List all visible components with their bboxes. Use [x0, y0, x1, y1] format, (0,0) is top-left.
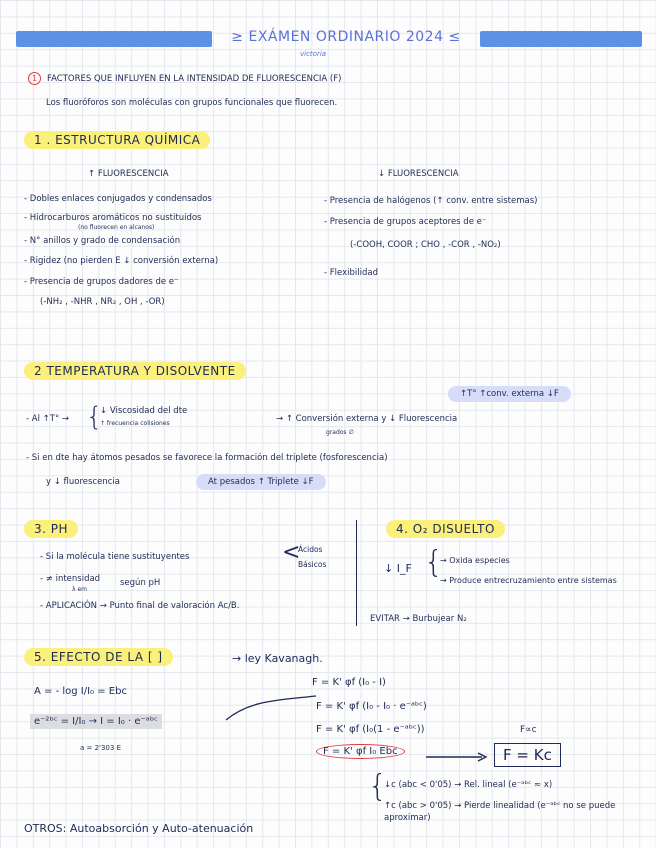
- s1-left-item-4: - Rigidez (no pierden E ↓ conversión externa): [24, 256, 219, 266]
- s1-right-item-1: - Presencia de halógenos (↑ conv. entre sistemas): [324, 196, 538, 206]
- s3-branch-mark: <: [282, 540, 301, 565]
- s1-left-item-5: - Presencia de grupos dadores de e⁻: [24, 277, 179, 287]
- section2-badge: ↑T° ↑conv. externa ↓F: [448, 386, 571, 402]
- section5-title: 5. EFECTO DE LA [ ]: [24, 648, 173, 666]
- section1-title: 1 . ESTRUCTURA QUÍMICA: [24, 131, 210, 149]
- s4-branch-2: → Produce entrecruzamiento entre sistemas: [440, 576, 617, 585]
- page-title: ≥ EXÁMEN ORDINARIO 2024 ≤: [231, 29, 461, 45]
- s2-line2: - Si en dte hay átomos pesados se favorece la formación del triplete (fosforescencia): [26, 453, 388, 463]
- s1-right-item-3: (-COOH, COOR ; CHO , -COR , -NO₂): [350, 240, 501, 250]
- s5-brace: {: [368, 769, 388, 804]
- s5-left-eq-3: a = 2'303 E: [80, 744, 121, 752]
- section4-title: 4. O₂ DISUELTO: [386, 520, 505, 538]
- s1-left-item-3: - N° anillos y grado de condensación: [24, 236, 181, 246]
- s4-brace: {: [424, 545, 444, 580]
- s5-proportional: F∝c: [520, 725, 537, 735]
- header-bar-left: [16, 31, 212, 47]
- s5-note-2: ↑c (abc > 0'05) → Pierde linealidad (e⁻ᵃᵇᶜ no se puede aproximar): [384, 801, 616, 823]
- s2-line1-b: ↓ Viscosidad del dte: [100, 406, 188, 416]
- page-subtitle: victoria: [300, 50, 327, 58]
- s4-branch-1: → Oxida especies: [440, 556, 510, 565]
- s2-line1-e: grados ∅: [326, 429, 354, 436]
- section2-badge2: At pesados ↑ Triplete ↓F: [196, 474, 326, 490]
- connector-curve: [220, 690, 320, 730]
- footer-text: OTROS: Autoabsorción y Auto-atenuación: [24, 822, 254, 835]
- s3-item-3: - APLICACIÓN → Punto final de valoración Ac/B.: [40, 601, 240, 611]
- intro-heading: FACTORES QUE INFLUYEN EN LA INTENSIDAD DE FLUORESCENCIA (F): [47, 74, 342, 84]
- s1-left-item-1: - Dobles enlaces conjugados y condensados: [24, 194, 212, 204]
- s5-left-eq-1: A = - log I/I₀ = Ebc: [34, 686, 127, 697]
- s2-line1-d: → ↑ Conversión externa y ↓ Fluorescencia: [276, 414, 458, 424]
- s1-left-item-2: - Hidrocarburos aromáticos no sustituidos: [24, 213, 202, 223]
- result-arrow: [424, 752, 488, 762]
- s3-item-2: - ≠ intensidad: [40, 574, 101, 584]
- s3-subitem-a: λ em: [72, 586, 87, 593]
- s3-subitem-b: según pH: [120, 578, 161, 588]
- s3-branch-2: Básicos: [298, 560, 327, 569]
- s3-item-1: - Si la molécula tiene sustituyentes: [40, 552, 190, 562]
- s5-right-eq-4: F = K' φf I₀ Ebc: [316, 744, 405, 759]
- section1-right-header: ↓ FLUORESCENCIA: [378, 169, 459, 179]
- s2-brace: {: [86, 402, 103, 432]
- s1-left-note: (no fluorecen en alcanos): [78, 224, 155, 231]
- s3-branch-1: Ácidos: [298, 545, 323, 554]
- s1-left-item-6: (-NH₂ , -NHR , NR₂ , OH , -OR): [40, 297, 165, 307]
- s5-result-box: F = Kc: [494, 743, 561, 767]
- s2-line1-c: ↑ frecuencia colisiones: [100, 420, 170, 427]
- intro-number: 1: [28, 72, 41, 85]
- s4-left: ↓ I_F: [384, 562, 412, 575]
- s5-right-eq-2: F = K' φf (I₀ - I₀ · e⁻ᵃᵇᶜ): [316, 701, 427, 712]
- s1-right-item-4: - Flexibilidad: [324, 268, 378, 278]
- section-divider: [356, 520, 357, 626]
- s5-law: → ley Kavanagh.: [232, 652, 323, 665]
- section3-title: 3. PH: [24, 520, 78, 538]
- s5-right-eq-4-wrap: [316, 744, 405, 759]
- s2-line3: y ↓ fluorescencia: [46, 477, 120, 487]
- s4-avoid: EVITAR → Burbujear N₂: [370, 614, 467, 624]
- s5-right-eq-1: F = K' φf (I₀ - I): [312, 677, 386, 688]
- s5-note-1: ↓c (abc < 0'05) → Rel. lineal (e⁻ᵃᵇᶜ ≈ x): [384, 780, 553, 790]
- section2-title: 2 TEMPERATURA Y DISOLVENTE: [24, 362, 246, 380]
- s5-left-eq-2: e⁻²ᵇᶜ = I/I₀ → I = I₀ · e⁻ᵃᵇᶜ: [30, 714, 162, 729]
- s1-right-item-2: - Presencia de grupos aceptores de e⁻: [324, 217, 487, 227]
- header-bar-right: [480, 31, 642, 47]
- s5-right-eq-3: F = K' φf (I₀(1 - e⁻ᵃᵇᶜ)): [316, 724, 425, 735]
- s2-line1-a: - Al ↑T° →: [26, 414, 70, 424]
- intro-text: Los fluoróforos son moléculas con grupos funcionales que fluorecen.: [46, 98, 338, 108]
- section1-left-header: ↑ FLUORESCENCIA: [88, 169, 169, 179]
- intro-heading-line: [28, 72, 341, 85]
